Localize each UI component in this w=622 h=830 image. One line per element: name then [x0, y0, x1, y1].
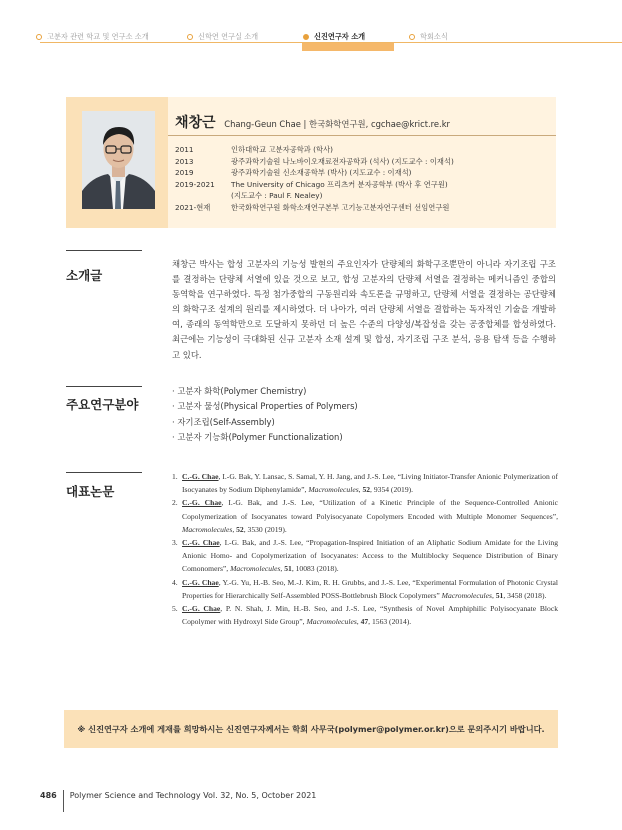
paper-author: C.-G. Chae	[182, 577, 219, 587]
paper-author: C.-G. Chae	[182, 472, 219, 481]
name-divider	[168, 135, 556, 136]
paper-number: 5.	[172, 604, 178, 614]
nav-item-label: 고분자 관련 학교 및 연구소 소개	[47, 32, 149, 41]
footer-divider	[63, 790, 64, 812]
intro-section-title: 소개글	[66, 268, 103, 283]
nav-item-labs[interactable]	[187, 32, 261, 42]
paper-author: C.-G. Chae	[182, 498, 222, 508]
footer-journal: Polymer Science and Technology Vol. 32, No. 5, October 2021	[69, 790, 317, 800]
education-row	[175, 179, 454, 191]
education-desc: (지도교수 : Paul F. Nealey)	[231, 191, 323, 201]
top-nav	[0, 29, 622, 63]
research-item: · 고분자 기능화(Polymer Functionalization)	[172, 431, 343, 442]
paper-citation	[182, 602, 558, 628]
paper-journal: Macromolecules	[441, 590, 492, 600]
paper-item	[172, 602, 558, 628]
paper-tail: , 3530 (2019).	[243, 524, 287, 534]
notice-text: ※ 신진연구자 소개에 게재를 희망하시는 신진연구자께서는 학회 사무국(polymer@polymer.or.kr)으로 문의주시기 바랍니다.	[77, 723, 545, 734]
affiliation: 한국화학연구원, cgchae@krict.re.kr	[309, 119, 451, 129]
research-item: · 고분자 화학(Polymer Chemistry)	[172, 386, 307, 396]
education-row	[175, 144, 454, 156]
paper-citation	[182, 576, 558, 602]
education-list	[175, 144, 454, 214]
paper-volume: 52	[236, 524, 244, 534]
research-list	[172, 384, 358, 445]
paper-tail: , 1563 (2014).	[368, 617, 412, 627]
education-year: 2019-2021	[175, 179, 215, 189]
intro-text: 채창근 박사는 합성 고분자의 기능성 발현의 주요인자가 단량체의 화학구조뿐만이 아니라 자기조립 구조를 결정하는 단량체 서열에 있을 것으로 보고, 합성 고분자의 단량체 서열을 결정하는 메커니즘인 중합의 동역학을 연구하였다. 특정 첨가중합의 구동원리와 속도론을 규명하고, 단량체 서열을 결정하는 공단량체의 화학구조 설계의 원리를 제시하였다. 더 나아가, 여러 단량체 서열을 결합하는 독자적인 기술을 개발하여, 종래의 동역학만으로 도달하지 못하던 더 높은 수준의 다양성/복잡성을 갖는 공중합체를 합성하였다. 최근에는 기능성이 극대화된 신규 고분자 소재 설계 및 합성, 자기조립 구조 분석, 응용 탐색 등을 수행하고 있다.	[172, 259, 556, 360]
paper-volume: 51	[284, 564, 292, 574]
page-number: 486	[40, 790, 57, 800]
paper-citation	[182, 536, 558, 576]
education-year: 2013	[175, 156, 194, 166]
paper-number: 2.	[172, 498, 178, 508]
education-row	[175, 190, 454, 202]
paper-sep: ,	[491, 590, 496, 600]
paper-journal: Macromolecules	[306, 617, 357, 627]
paper-journal: Macromolecules	[230, 564, 281, 574]
education-year: 2011	[175, 145, 194, 154]
paper-rest: , P. N. Shah, J. Min, H.-B. Seo, and J.-S. Lee, “Synthesis of Novel Amphiphilic Polyisocyanate Block Copolymer with Hydroxyl Side Group”,	[182, 604, 558, 627]
nav-dot-icon	[36, 34, 42, 40]
nav-dot-icon	[409, 34, 415, 40]
paper-sep: ,	[280, 564, 285, 574]
profile-photo	[82, 111, 155, 209]
paper-item	[172, 470, 558, 496]
nav-item-schools[interactable]	[36, 32, 152, 42]
education-desc: The University of Chicago 프리츠커 분자공학부 (박사 후 연구원)	[231, 179, 448, 189]
education-desc: 한국화학연구원 화학소재연구본부 고기능고분자연구센터 선임연구원	[231, 202, 450, 212]
paper-sep: ,	[358, 485, 363, 495]
paper-sep: ,	[232, 524, 237, 534]
paper-citation	[182, 496, 558, 536]
paper-tail: , 9354 (2019).	[370, 485, 414, 495]
education-row	[175, 167, 454, 179]
research-item: · 고분자 물성(Physical Properties of Polymers)	[172, 401, 358, 412]
paper-journal: Macromolecules	[308, 485, 359, 495]
paper-sep: ,	[356, 617, 361, 627]
name-separator: |	[303, 119, 310, 129]
paper-number: 3.	[172, 538, 178, 548]
paper-rest: , I.-G. Bak, Y. Lansac, S. Samal, Y. H. Jang, and J.-S. Lee, “Living Initiator-Transfer Anionic Polymerization of Isocyanates by Sodium Diphenylamide”,	[182, 472, 558, 495]
education-row	[175, 156, 454, 168]
nav-active-tab-bar	[302, 43, 394, 51]
education-desc: 광주과학기술원 신소재공학부 (박사) (지도교수 : 이재석)	[231, 168, 412, 178]
nav-dot-icon	[187, 34, 193, 40]
nav-item-label: 신진연구자 소개	[314, 32, 366, 41]
paper-rest: , I.-G. Bak, and J.-S. Lee, “Utilization of a Kinetic Principle of the Sequence-Controlled Anionic Copolymerization of Isocyanates toward Polyisocyanate Copolymers Encoded with Multiple Monomer Sequences”,	[182, 498, 558, 521]
paper-item	[172, 496, 558, 536]
papers-section-title: 대표논문	[66, 484, 115, 499]
section-rule	[66, 250, 142, 251]
paper-author: C.-G. Chae	[182, 604, 221, 614]
paper-journal: Macromolecules	[182, 524, 233, 534]
paper-rest: , Y.-G. Yu, H.-B. Seo, M.-J. Kim, R. H. Grubbs, and J.-S. Lee, “Experimental Formulation of Photonic Crystal Properties for Hierarchically Self-Assembled POSS-Bottlebrush Block Copolymers”	[182, 577, 558, 600]
nav-item-news[interactable]	[409, 32, 451, 42]
page-footer	[40, 784, 316, 806]
paper-author: C.-G. Chae	[182, 538, 220, 548]
paper-number: 4.	[172, 577, 178, 587]
nav-item-new-researchers[interactable]	[303, 32, 368, 42]
papers-list	[172, 470, 558, 628]
profile-name-row	[175, 112, 450, 132]
education-desc: 광주과학기술원 나노바이오재료전자공학과 (석사) (지도교수 : 이재석)	[231, 156, 454, 166]
research-section-title: 주요연구분야	[66, 397, 139, 412]
paper-item	[172, 536, 558, 576]
nav-dot-icon	[303, 34, 309, 40]
paper-tail: , 3458 (2018).	[503, 590, 547, 600]
paper-volume: 51	[495, 590, 504, 600]
education-year	[175, 190, 231, 202]
paper-tail: , 10083 (2018).	[291, 564, 339, 574]
education-desc: 인하대학교 고분자공학과 (학사)	[231, 145, 333, 154]
paper-rest: , I.-G. Bak, and J.-S. Lee, “Propagation-Inspired Initiation of an Aliphatic Sodium Amidate for the Living Anionic Homo- and Copolymerization of Isocyanates: Access to the Multiblocky Sequence Distribution of Binary Comonomers”,	[182, 538, 558, 574]
name-korean: 채창근	[175, 115, 216, 131]
paper-item	[172, 576, 558, 602]
name-english: Chang-Geun Chae	[224, 119, 301, 129]
notice-box	[64, 710, 558, 748]
section-rule	[66, 472, 142, 473]
section-rule	[66, 386, 142, 387]
paper-number: 1.	[172, 472, 178, 481]
education-year: 2021-현재	[175, 202, 211, 212]
education-year: 2019	[175, 168, 194, 178]
paper-volume: 47	[360, 617, 369, 627]
education-row	[175, 202, 454, 214]
paper-volume: 52	[362, 485, 371, 495]
research-item: · 자기조립(Self-Assembly)	[172, 416, 275, 427]
nav-item-label: 학회소식	[420, 32, 448, 41]
paper-citation	[182, 470, 558, 496]
nav-item-label: 신학연 연구실 소개	[198, 32, 259, 41]
